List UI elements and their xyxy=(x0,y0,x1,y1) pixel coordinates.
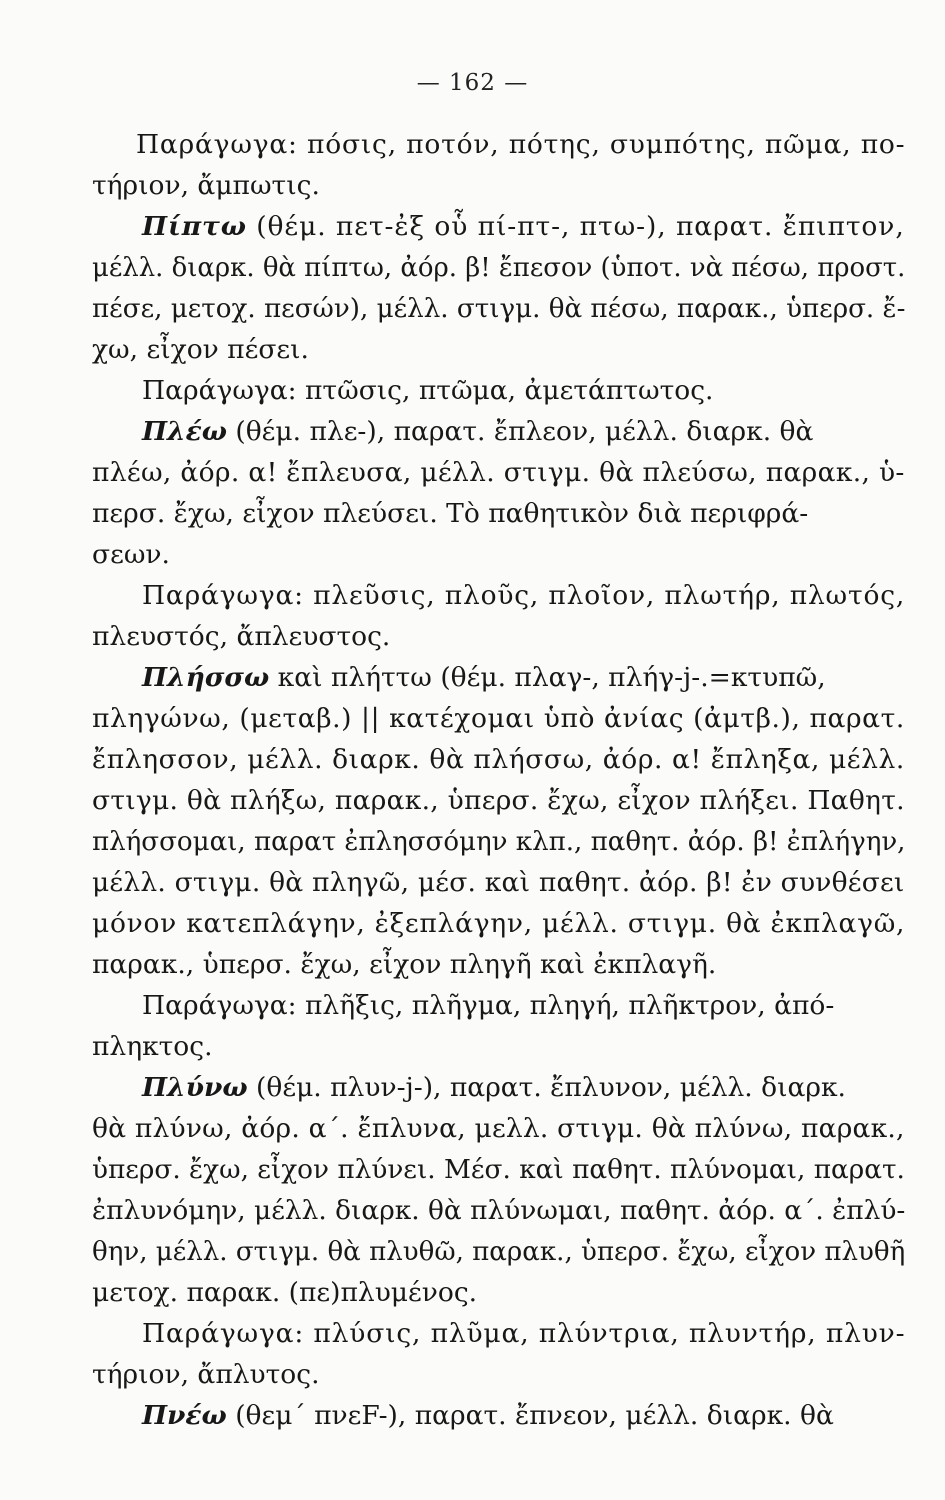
text-line xyxy=(92,950,716,980)
line-text: Παράγωγα: πόσις, ποτόν, πότης, συμπότης, πῶμα, πο- xyxy=(136,129,906,160)
line-text: πέσε, μετοχ. πεσών), μέλλ. στιγμ. θὰ πέσω, παρακ., ὑπερσ. ἔ- xyxy=(92,293,906,324)
line-text: (θέμ. πλυν-j-), παρατ. ἔπλυνον, μέλλ. διαρκ. xyxy=(247,1072,846,1103)
line-text: (θέμ. πλε-), παρατ. ἔπλεον, μέλλ. διαρκ. θὰ xyxy=(226,416,814,447)
line-text: ἐπλυνόμην, μέλλ. διαρκ. θὰ πλύνωμαι, παθητ. ἀόρ. α΄. ἐπλύ- xyxy=(92,1195,906,1226)
line-text: πληκτος. xyxy=(92,1031,213,1062)
line-text: πλευστός, ἄπλευστος. xyxy=(92,621,391,652)
headword: Πίπτω xyxy=(142,211,247,242)
text-line xyxy=(92,171,320,201)
line-text: Παράγωγα: πλύσις, πλῦμα, πλύντρια, πλυντήρ, πλυν- xyxy=(142,1318,906,1349)
line-text: Παράγωγα: πτῶσις, πτῶμα, ἀμετάπτωτος. xyxy=(142,375,714,406)
text-line xyxy=(142,417,813,447)
text-line xyxy=(92,909,905,939)
line-text: τήριον, ἄπλυτος. xyxy=(92,1359,320,1390)
line-text: σεων. xyxy=(92,539,170,570)
text-line xyxy=(142,1401,834,1431)
line-text: παρακ., ὑπερσ. ἔχω, εἶχον πληγῆ καὶ ἐκπλαγῆ. xyxy=(92,949,717,980)
text-line xyxy=(92,499,808,529)
text-line xyxy=(92,1155,905,1185)
line-text: Παράγωγα: πλεῦσις, πλοῦς, πλοῖον, πλωτήρ, πλωτός, xyxy=(142,580,906,611)
text-line xyxy=(142,1319,905,1349)
text-line xyxy=(142,1073,846,1103)
text-line xyxy=(92,745,905,775)
text-line xyxy=(136,130,905,160)
line-text: Παράγωγα: πλῆξις, πλῆγμα, πληγή, πλῆκτρον, ἀπό- xyxy=(142,990,835,1021)
text-line xyxy=(92,458,905,488)
line-text: θην, μέλλ. στιγμ. θὰ πλυθῶ, παρακ., ὑπερσ. ἔχω, εἶχον πλυθῆ xyxy=(92,1236,906,1267)
line-text: μέλλ. διαρκ. θὰ πίπτω, ἀόρ. β! ἔπεσον (ὑποτ. νὰ πέσω, προστ. xyxy=(92,252,906,283)
headword: Πλέω xyxy=(142,416,227,447)
text-line xyxy=(92,1237,905,1267)
text-line xyxy=(92,335,309,365)
line-text: πλήσσομαι, παρατ ἐπλησσόμην κλπ., παθητ. ἀόρ. β! ἐπλήγην, xyxy=(92,826,906,857)
text-line xyxy=(92,1196,905,1226)
page-number: — 162 — xyxy=(416,70,529,96)
line-text: (θεμ΄ πνεF-), παρατ. ἔπνεον, μέλλ. διαρκ. θὰ xyxy=(226,1400,834,1431)
text-line xyxy=(92,540,170,570)
text-line xyxy=(92,827,905,857)
text-line xyxy=(92,622,390,652)
line-text: τήριον, ἄμπωτις. xyxy=(92,170,320,201)
text-line xyxy=(142,991,834,1021)
line-text: στιγμ. θὰ πλήξω, παρακ., ὑπερσ. ἔχω, εἶχον πλήξει. Παθητ. xyxy=(92,785,905,816)
line-text: πλέω, ἀόρ. α! ἔπλευσα, μέλλ. στιγμ. θὰ πλεύσω, παρακ., ὑ- xyxy=(92,457,905,488)
text-line xyxy=(142,581,905,611)
text-line xyxy=(92,294,905,324)
text-line xyxy=(142,663,826,693)
text-line xyxy=(92,786,905,816)
text-line xyxy=(92,1278,477,1308)
line-text: ἔπλησσον, μέλλ. διαρκ. θὰ πλήσσω, ἀόρ. α! ἔπληξα, μέλλ. xyxy=(92,744,905,775)
text-line xyxy=(92,704,905,734)
text-line xyxy=(92,253,905,283)
text-line xyxy=(142,212,905,242)
line-text: (θέμ. πετ-ἐξ οὗ πί-πτ-, πτω-), παρατ. ἔπιπτον, xyxy=(246,211,905,242)
headword: Πλύνω xyxy=(142,1072,248,1103)
line-text: χω, εἶχον πέσει. xyxy=(92,334,309,365)
text-line xyxy=(92,1114,905,1144)
text-line xyxy=(142,376,713,406)
text-line xyxy=(92,1032,213,1062)
line-text: καὶ πλήττω (θέμ. πλαγ-, πλήγ-j-.=κτυπῶ, xyxy=(269,662,826,693)
headword: Πνέω xyxy=(142,1400,227,1431)
line-text: πληγώνω, (μεταβ.) || κατέχομαι ὑπὸ ἀνίας (ἀμτβ.), παρατ. xyxy=(92,703,905,734)
line-text: θὰ πλύνω, ἀόρ. α΄. ἔπλυνα, μελλ. στιγμ. θὰ πλύνω, παρακ., xyxy=(92,1113,905,1144)
line-text: μετοχ. παρακ. (πε)πλυμένος. xyxy=(92,1277,478,1308)
line-text: περσ. ἔχω, εἶχον πλεύσει. Τὸ παθητικὸν διὰ περιφρά- xyxy=(92,498,809,529)
headword: Πλήσσω xyxy=(142,662,270,693)
text-line xyxy=(92,1360,320,1390)
line-text: ὑπερσ. ἔχω, εἶχον πλύνει. Μέσ. καὶ παθητ. πλύνομαι, παρατ. xyxy=(92,1154,905,1185)
text-line xyxy=(92,868,905,898)
line-text: μόνον κατεπλάγην, ἐξεπλάγην, μέλλ. στιγμ. θὰ ἐκπλαγῶ, xyxy=(92,908,906,939)
line-text: μέλλ. στιγμ. θὰ πληγῶ, μέσ. καὶ παθητ. ἀόρ. β! ἐν συνθέσει xyxy=(92,867,905,898)
